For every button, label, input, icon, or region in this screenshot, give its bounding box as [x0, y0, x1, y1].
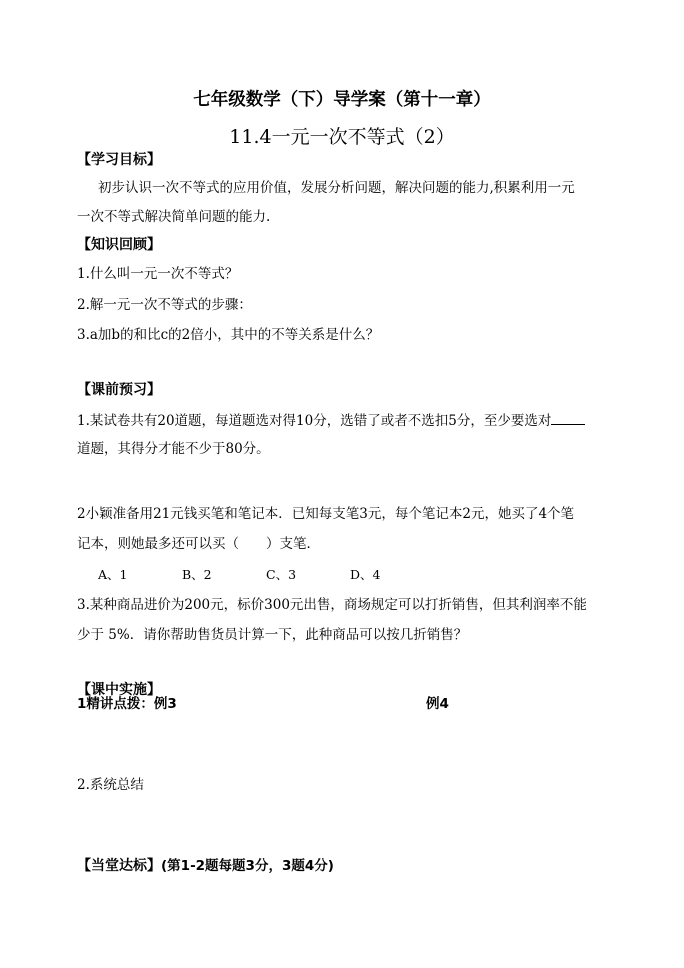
- option-a: A、1: [98, 567, 128, 582]
- preview-question-2-line1: 2小颖准备用21元钱买笔和笔记本．已知每支笔3元，每个笔记本2元，她买了4个笔: [77, 506, 575, 522]
- review-question-1: 1.什么叫一元一次不等式？: [77, 266, 239, 282]
- preview-heading: 【课前预习】: [77, 382, 161, 398]
- in-class-item-1: 1精讲点拨：例3: [77, 696, 177, 712]
- preview-question-3-line2: 少于 5%．请你帮助售货员计算一下，此种商品可以按几折销售？: [77, 627, 468, 643]
- review-question-3: 3.a加b的和比c的2倍小，其中的不等关系是什么？: [77, 327, 380, 343]
- in-class-heading: 【课中实施】: [77, 682, 161, 698]
- option-d: D、4: [350, 567, 381, 582]
- preview-question-2-line2: 记本，则她最多还可以买（ ）支笔．: [77, 536, 320, 552]
- lesson-title: 11.4一元一次不等式（2）: [229, 126, 455, 148]
- goals-text-line1: 初步认识一次不等式的应用价值，发展分析问题，解决问题的能力,积累利用一元: [98, 180, 575, 196]
- preview-question-1-line2: 道题，其得分才能不少于80分。: [77, 441, 270, 457]
- practice-heading: 【当堂达标】: [77, 858, 161, 874]
- goals-heading: 【学习目标】: [77, 152, 161, 168]
- option-b: B、2: [182, 567, 212, 582]
- review-question-2: 2.解一元一次不等式的步骤：: [77, 297, 252, 313]
- preview-question-1-text: 1.某试卷共有20道题，每道题选对得10分，选错了或者不选扣5分，至少要选对: [77, 413, 552, 429]
- practice-score-note: (第1-2题每题3分，3题4分): [161, 858, 334, 874]
- page-title: 七年级数学（下）导学案（第十一章）: [193, 90, 491, 110]
- answer-blank[interactable]: [551, 412, 585, 425]
- preview-question-3-line1: 3.某种商品进价为200元，标价300元出售，商场规定可以打折销售，但其利润率不能: [77, 597, 587, 613]
- preview-question-1-line1: [77, 412, 585, 429]
- in-class-item-2: 2.系统总结: [77, 777, 144, 793]
- review-heading: 【知识回顾】: [77, 237, 161, 253]
- preview-question-2-options: [98, 567, 434, 582]
- option-c: C、3: [266, 567, 297, 582]
- goals-text-line2: 一次不等式解决简单问题的能力.: [77, 209, 271, 225]
- in-class-example-4: 例4: [426, 696, 449, 712]
- practice-line: [77, 858, 334, 875]
